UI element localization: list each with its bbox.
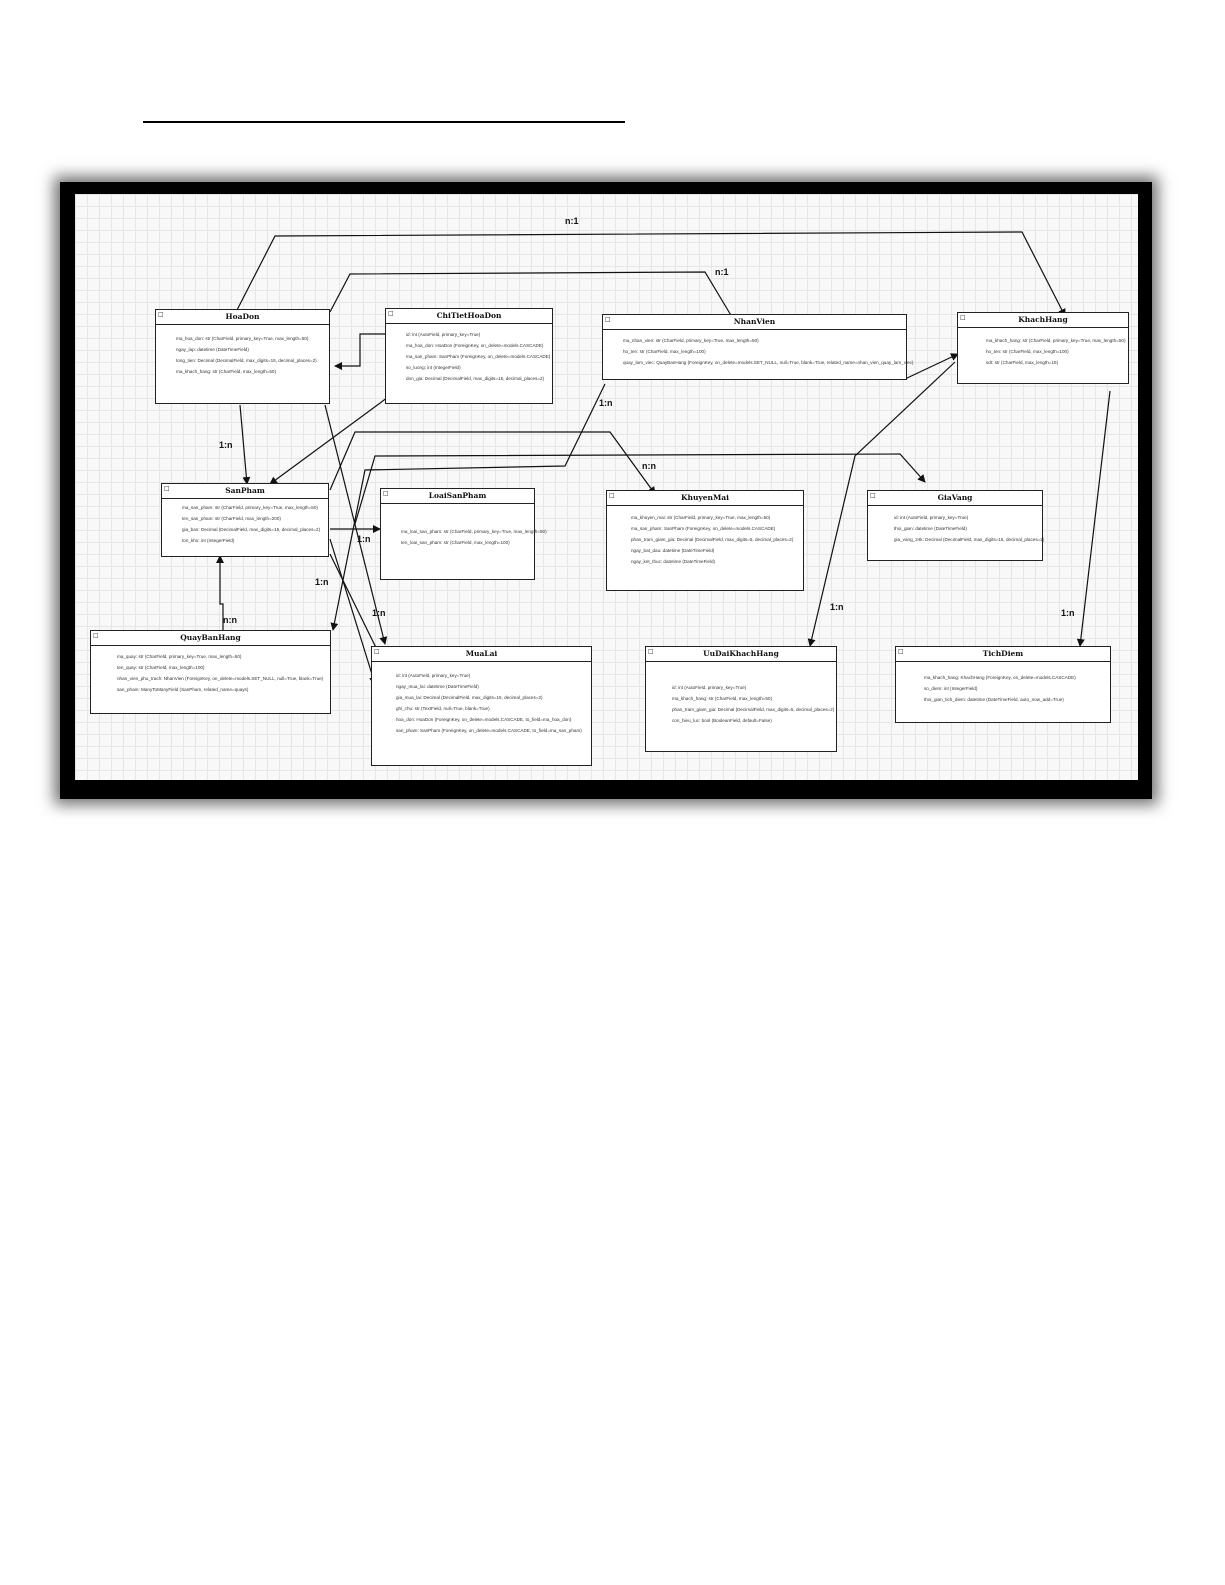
entity-header: □ HoaDon: [156, 310, 329, 325]
field-row: ho_ten: str (CharField, max_length=100): [623, 349, 706, 354]
field-row: ma_hoa_don: str (CharField, primary_key=True, max_length=50): [176, 336, 309, 341]
field-row: ngay_lap: datetime (DateTimeField): [176, 347, 249, 352]
field-list: [156, 325, 329, 381]
field-row: ma_san_pham: SanPham (ForeignKey, on_delete=models.CASCADE): [631, 526, 776, 531]
field-row: id: int (AutoField, primary_key=True): [406, 332, 481, 337]
field-row: nhan_vien_phu_trach: NhanVien (ForeignKey, on_delete=models.SET_NULL, null=True, blank=True): [117, 676, 324, 681]
field-row: ten_san_pham: str (CharField, max_length=200): [182, 516, 281, 521]
field-row: ten_loai_san_pham: str (CharField, max_length=100): [401, 540, 510, 545]
entity-title: GiaVang: [937, 493, 973, 502]
relation-label-nhanvien-quay: 1:n: [599, 398, 613, 408]
entity-header: □ MuaLai: [372, 647, 591, 662]
diagram-frame: [60, 182, 1152, 799]
field-list: [646, 662, 836, 730]
relation-label-khachhang-uudai: 1:n: [830, 602, 844, 612]
entity-muolai[interactable]: [371, 646, 592, 766]
field-row: ma_khach_hang: str (CharField, max_length=50): [672, 696, 772, 701]
diagram-canvas: [75, 194, 1138, 780]
field-row: ma_khach_hang: KhachHang (ForeignKey, on_delete=models.CASCADE): [924, 675, 1076, 680]
entity-quaybanhang[interactable]: [90, 630, 331, 714]
field-row: san_pham: ManyToManyField (SanPham, related_name=quays): [117, 687, 249, 692]
field-row: phan_tram_giam_gia: Decimal (DecimalField, max_digits=5, decimal_places=2): [672, 707, 835, 712]
line-chitiet-hoadon: [335, 334, 385, 366]
field-row: ten_quay: str (CharField, max_length=100): [117, 665, 205, 670]
field-list: [91, 646, 330, 699]
field-row: ton_kho: int (IntegerField): [182, 538, 235, 543]
entity-title: KhachHang: [1018, 315, 1068, 324]
entity-khachhang[interactable]: [957, 312, 1129, 384]
line-sanpham-khuyenmai: [330, 432, 655, 494]
field-row: hoa_don: HoaDon (ForeignKey, on_delete=models.CASCADE, to_field=ma_hoa_don): [396, 717, 572, 722]
field-row: ma_nhan_vien: str (CharField, primary_key=True, max_length=50): [623, 338, 759, 343]
entity-title: QuayBanHang: [180, 633, 241, 642]
field-row: ngay_mua_lai: datetime (DateTimeField): [396, 684, 479, 689]
entity-khuyenmai[interactable]: [606, 490, 804, 591]
field-list: [162, 499, 328, 550]
field-list: [381, 504, 547, 552]
entity-header: □ LoaiSanPham: [381, 489, 534, 504]
entity-title: LoaiSanPham: [428, 491, 487, 500]
field-list: [372, 662, 591, 740]
relation-label-sanpham-loaisanpham: 1:n: [357, 534, 371, 544]
field-row: gia_ban: Decimal (DecimalField, max_digits=15, decimal_places=2): [182, 527, 321, 532]
entity-header: □ TichDiem: [896, 647, 1110, 662]
field-row: san_pham: SanPham (ForeignKey, on_delete=models.CASCADE, to_field=ma_san_pham): [396, 728, 582, 733]
field-row: id: int (AutoField, primary_key=True): [894, 515, 969, 520]
field-row: sdt: str (CharField, max_length=15): [986, 360, 1059, 365]
field-row: phan_tram_giam_gia: Decimal (DecimalField, max_digits=5, decimal_places=2): [631, 537, 794, 542]
entity-giavang[interactable]: [867, 490, 1043, 561]
field-list: [603, 330, 914, 372]
field-row: tong_tien: Decimal (DecimalField, max_digits=15, decimal_places=2): [176, 358, 317, 363]
entity-hoadon[interactable]: [155, 309, 330, 404]
entity-chitiethoadon[interactable]: [385, 308, 553, 404]
entity-title: TichDiem: [982, 649, 1024, 658]
field-row: ma_khach_hang: str (CharField, primary_key=True, max_length=50): [986, 338, 1126, 343]
entity-title: UuDaiKhachHang: [703, 649, 779, 658]
entity-title: HoaDon: [225, 312, 260, 321]
relation-label-sanpham-khuyenmai: n:n: [642, 461, 656, 471]
field-row: gia_mua_lai: Decimal (DecimalField, max_digits=15, decimal_places=2): [396, 695, 543, 700]
field-row: so_diem: int (IntegerField): [924, 686, 978, 691]
entity-title: ChiTietHoaDon: [436, 311, 502, 320]
field-row: ho_ten: str (CharField, max_length=100): [986, 349, 1069, 354]
entity-header: □ KhachHang: [958, 313, 1128, 328]
field-row: ma_san_pham: str (CharField, primary_key=True, max_length=50): [182, 505, 318, 510]
relation-label-khachhang-tichdiem: 1:n: [1061, 608, 1075, 618]
field-row: id: int (AutoField, primary_key=True): [672, 685, 747, 690]
relation-label-sanpham-quay: n:n: [223, 615, 237, 625]
relation-label-hoadon-nhanvien: n:1: [715, 267, 729, 277]
relation-label-sanpham-muolai-b: 1:n: [372, 608, 386, 618]
field-row: so_luong: int (IntegerField): [406, 365, 461, 370]
field-row: quay_lam_viec: QuayBanHang (ForeignKey, on_delete=models.SET_NULL, null=True, blank=True, related_name=nhan_vien_quay_lam_viec): [623, 360, 914, 365]
entity-header: □ UuDaiKhachHang: [646, 647, 836, 662]
entity-header: □ KhuyenMai: [607, 491, 803, 506]
field-list: [958, 328, 1128, 372]
field-row: id: int (AutoField, primary_key=True): [396, 673, 471, 678]
field-row: con_hieu_luc: bool (BooleanField, default=False): [672, 718, 772, 723]
field-row: ngay_ket_thuc: datetime (DateTimeField): [631, 559, 716, 564]
entity-header: □ SanPham: [162, 484, 328, 499]
entity-title: NhanVien: [733, 317, 776, 326]
field-row: ghi_chu: str (TextField, null=True, blank=True): [396, 706, 490, 711]
entity-title: KhuyenMai: [680, 493, 730, 502]
entity-loaisanpham[interactable]: [380, 488, 547, 580]
field-list: [607, 506, 803, 571]
entity-nhanvien[interactable]: [602, 314, 914, 380]
field-row: ngay_bat_dau: datetime (DateTimeField): [631, 548, 715, 553]
relation-label-hoadon-khachhang: n:1: [565, 216, 579, 226]
relation-label-hoadon-sanpham: 1:n: [219, 440, 233, 450]
field-row: don_gia: Decimal (DecimalField, max_digits=15, decimal_places=2): [406, 376, 545, 381]
field-row: thoi_gian: datetime (DateTimeField): [894, 526, 967, 531]
field-row: ma_loai_san_pham: str (CharField, primary_key=True, max_length=50): [401, 529, 547, 534]
entity-tichdiem[interactable]: [895, 646, 1111, 723]
line-hoadon-sanpham: [240, 405, 247, 484]
entity-header: □ ChiTietHoaDon: [386, 309, 552, 324]
field-row: ma_khuyen_mai: str (CharField, primary_key=True, max_length=50): [631, 515, 771, 520]
entity-header: □ QuayBanHang: [91, 631, 330, 646]
field-list: [386, 324, 552, 388]
entity-uudaikhachhang[interactable]: [645, 646, 837, 752]
entity-header: □ GiaVang: [868, 491, 1042, 506]
line-khachhang-tichdiem: [1080, 391, 1110, 646]
entity-header: □ NhanVien: [603, 315, 906, 330]
field-list: [896, 662, 1110, 709]
field-row: gia_vang_24k: Decimal (DecimalField, max_digits=15, decimal_places=2): [894, 537, 1045, 542]
title-underline-rule: [143, 121, 625, 123]
relation-label-sanpham-muolai-a: 1:n: [315, 577, 329, 587]
field-row: thoi_gian_tich_diem: datetime (DateTimeField, auto_now_add=True): [924, 697, 1064, 702]
field-row: ma_san_pham: SanPham (ForeignKey, on_delete=models.CASCADE): [406, 354, 551, 359]
entity-title: MuaLai: [465, 649, 498, 658]
field-row: ma_khach_hang: str (CharField, max_length=50): [176, 369, 276, 374]
entity-title: SanPham: [225, 486, 265, 495]
field-row: ma_quay: str (CharField, primary_key=True, max_length=50): [117, 654, 242, 659]
field-row: ma_hoa_don: HoaDon (ForeignKey, on_delete=models.CASCADE): [406, 343, 544, 348]
entity-sanpham[interactable]: [161, 483, 329, 557]
field-list: [868, 506, 1045, 549]
